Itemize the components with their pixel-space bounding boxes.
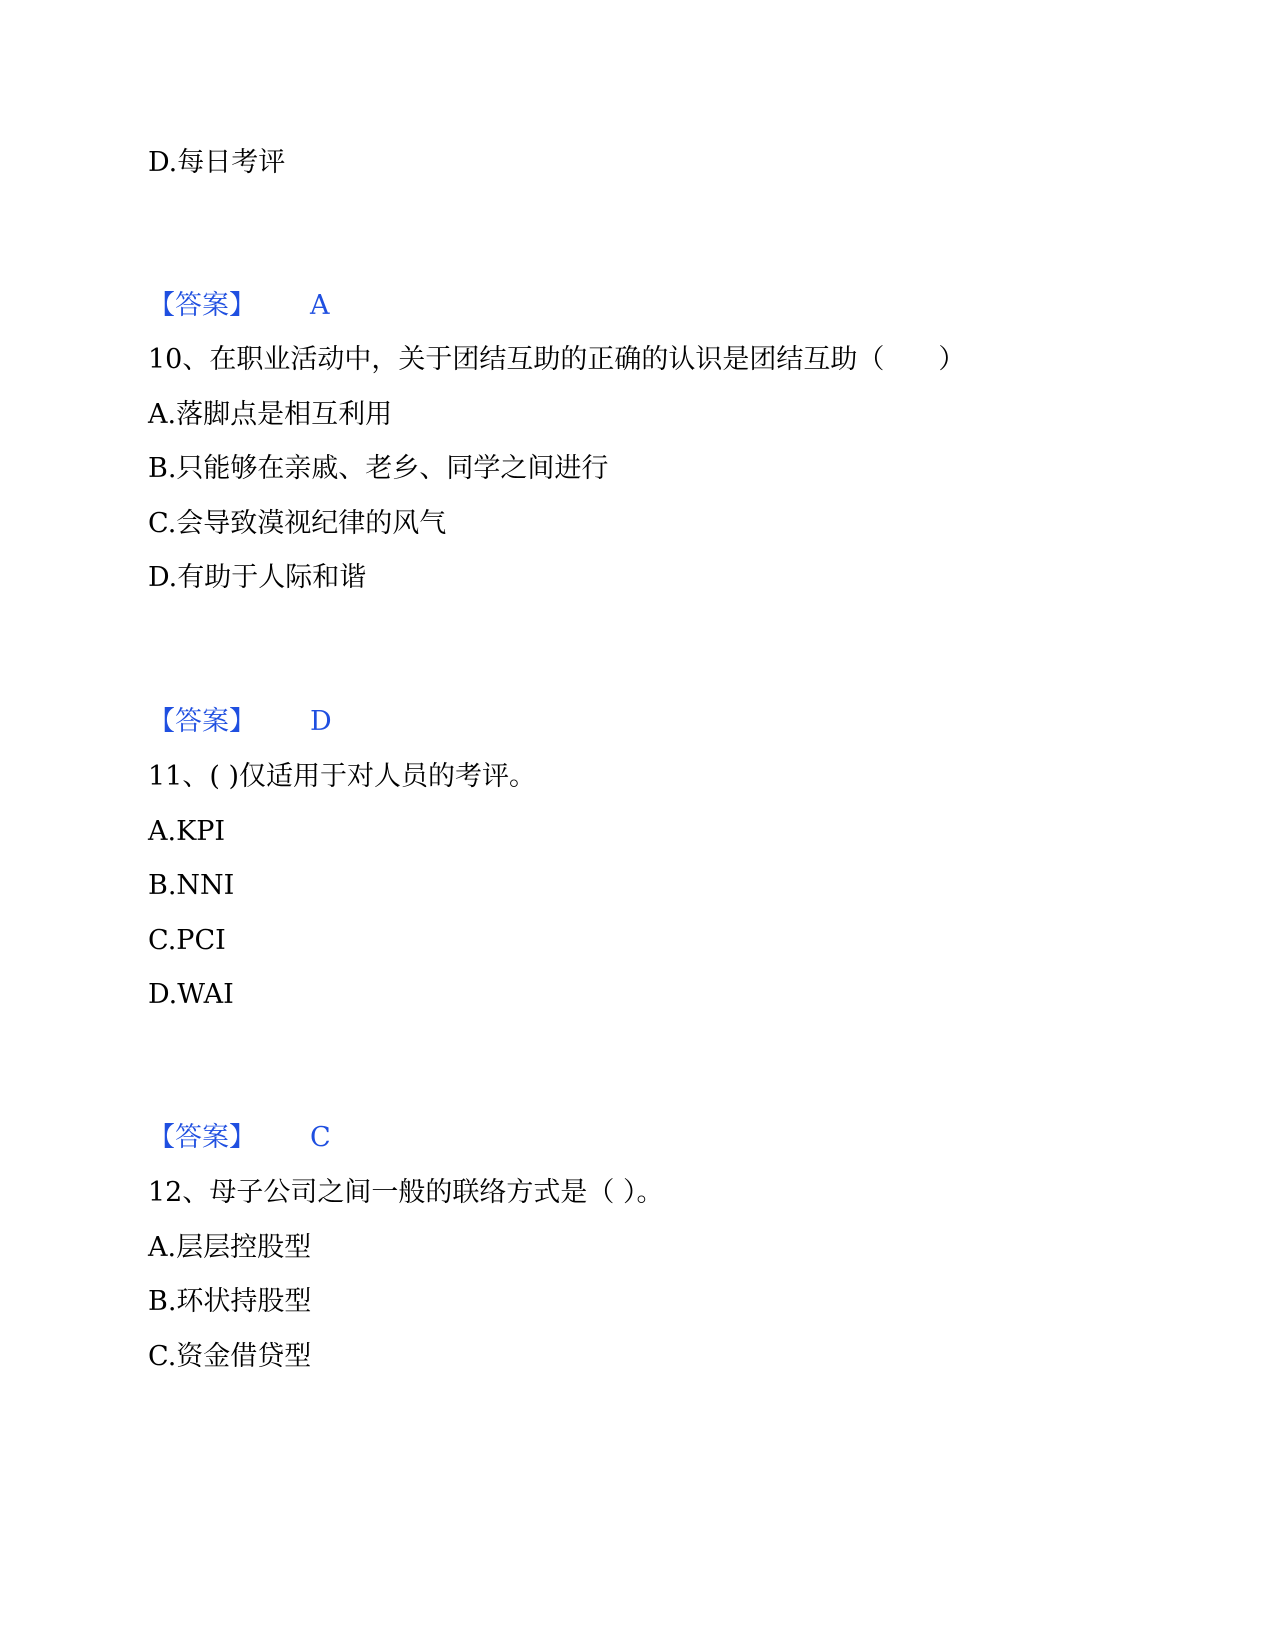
option-a: A.KPI	[148, 816, 226, 847]
answer-label: 【答案】	[148, 290, 256, 321]
option-a: A.落脚点是相互利用	[148, 399, 393, 430]
answer-row	[148, 289, 330, 323]
answer-label: 【答案】	[148, 706, 256, 737]
answer-row	[148, 705, 332, 739]
answer-value: D	[310, 706, 332, 737]
option-d: D.有助于人际和谐	[148, 562, 367, 593]
option-a: A.层层控股型	[148, 1232, 312, 1263]
answer-value: C	[310, 1122, 331, 1153]
option-d: D.每日考评	[148, 147, 286, 178]
question-stem: 11、( )仅适用于对人员的考评。	[148, 761, 537, 792]
option-c: C.PCI	[148, 925, 226, 956]
answer-label: 【答案】	[148, 1122, 256, 1153]
answer-value: A	[310, 290, 330, 321]
option-d: D.WAI	[148, 979, 234, 1010]
option-c: C.会导致漠视纪律的风气	[148, 508, 447, 539]
option-b: B.NNI	[148, 870, 235, 901]
question-stem: 12、母子公司之间一般的联络方式是（ ）。	[148, 1177, 664, 1208]
option-b: B.环状持股型	[148, 1286, 312, 1317]
option-c: C.资金借贷型	[148, 1341, 312, 1372]
question-stem: 10、在职业活动中，关于团结互助的正确的认识是团结互助（ ）	[148, 344, 966, 375]
answer-row	[148, 1121, 331, 1155]
option-b: B.只能够在亲戚、老乡、同学之间进行	[148, 453, 609, 484]
